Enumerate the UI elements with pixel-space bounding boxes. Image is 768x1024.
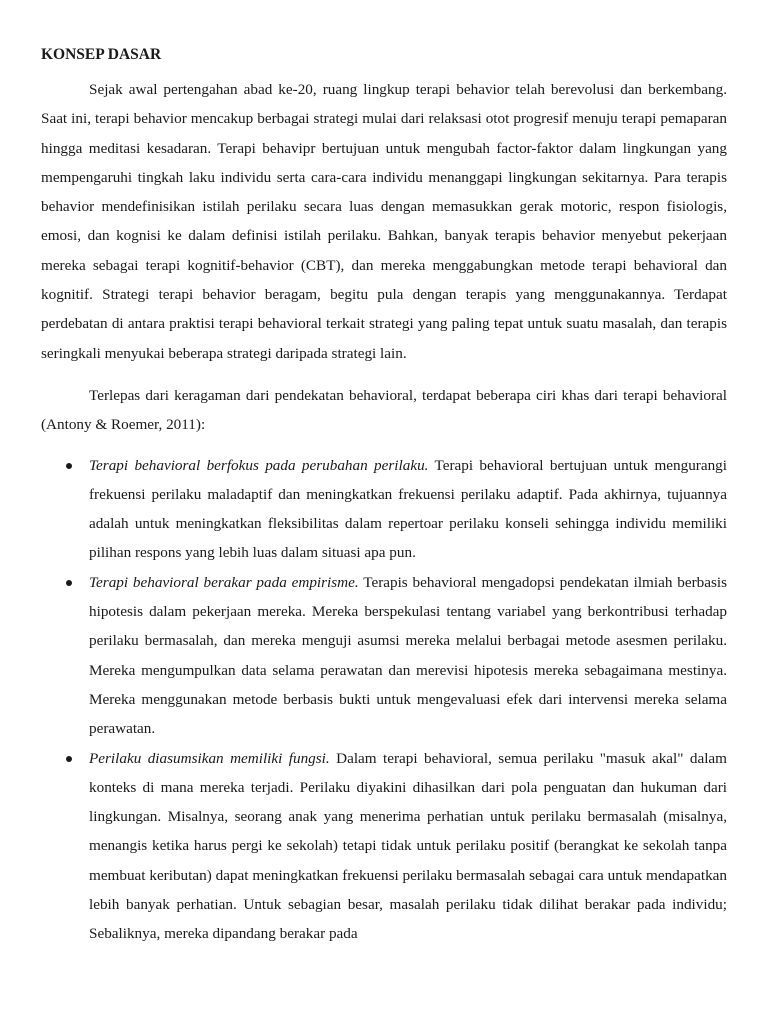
section-heading: KONSEP DASAR bbox=[41, 46, 162, 63]
list-item bbox=[89, 451, 727, 568]
list-item-lead: Perilaku diasumsikan memiliki fungsi. bbox=[89, 749, 330, 767]
list-item bbox=[89, 744, 727, 949]
bullet-icon bbox=[66, 463, 72, 469]
paragraph-intro: Sejak awal pertengahan abad ke-20, ruang lingkup terapi behavior telah berevolusi dan berkembang. Saat ini, terapi behavior mencakup berbagai strategi mulai dari relaksasi otot progresif menuju terapi pemaparan hingga meditasi kesadaran. Terapi behavipr bertujuan untuk mengubah factor-faktor dalam lingkungan yang mempengaruhi tingkah laku individu serta cara-cara individu menanggapi lingkungan sekitarnya. Para terapis behavior mendefinisikan istilah perilaku secara luas dengan memasukkan gerak motoric, respon fisiologis, emosi, dan kognisi ke dalam definisi istilah perilaku. Bahkan, banyak terapis behavior menyebut pekerjaan mereka sebagai terapi kognitif-behavior (CBT), dan mereka menggabungkan metode terapi behavioral dan kognitif. Strategi terapi behavior beragam, begitu pula dengan terapis yang menggunakannya. Terdapat perdebatan di antara praktisi terapi behavioral terkait strategi yang paling tepat untuk suatu masalah, dan terapis seringkali menyukai beberapa strategi daripada strategi lain. bbox=[41, 81, 727, 362]
list-item bbox=[89, 568, 727, 744]
list-item-text: Dalam terapi behavioral, semua perilaku "masuk akal" dalam konteks di mana mereka terjadi. Perilaku diyakini dihasilkan dari pola penguatan dan hukuman dari lingkungan. Misalnya, seorang anak yang menerima perhatian untuk perilaku bermasalah (misalnya, menangis ketika harus pergi ke sekolah) tetapi tidak untuk perilaku positif (berangkat ke sekolah tanpa membuat keributan) dapat meningkatkan frekuensi perilaku bermasalah sebagai cara untuk mendapatkan lebih banyak perhatian. Untuk sebagian besar, masalah perilaku tidak dilihat berakar pada individu; Sebaliknya, mereka dipandang berakar pada bbox=[89, 749, 727, 943]
bullet-icon bbox=[66, 756, 72, 762]
list-item-text: Terapi behavioral bertujuan untuk mengurangi frekuensi perilaku maladaptif dan meningkatkan frekuensi perilaku adaptif. Pada akhirnya, tujuannya adalah untuk meningkatkan fleksibilitas dalam repertoar perilaku konseli sehingga individu memiliki pilihan respons yang lebih luas dalam situasi apa pun. bbox=[89, 456, 727, 562]
bullet-icon bbox=[66, 580, 72, 586]
list-item-lead: Terapi behavioral berfokus pada perubahan perilaku. bbox=[89, 456, 429, 474]
paragraph-characteristics: Terlepas dari keragaman dari pendekatan behavioral, terdapat beberapa ciri khas dari terapi behavioral (Antony & Roemer, 2011): bbox=[41, 386, 727, 434]
list-item-text: Terapis behavioral mengadopsi pendekatan ilmiah berbasis hipotesis dalam pekerjaan mereka. Mereka berspekulasi tentang variabel yang berkontribusi terhadap perilaku bermasalah, dan mereka menguji asumsi mereka melalui berbagai metode asesmen perilaku. Mereka mengumpulkan data selama perawatan dan merevisi hipotesis mereka sebagaimana mestinya. Mereka menggunakan metode berbasis bukti untuk mengevaluasi efek dari intervensi mereka selama perawatan. bbox=[89, 573, 728, 738]
list-item-lead: Terapi behavioral berakar pada empirisme. bbox=[89, 573, 359, 591]
characteristics-list bbox=[41, 451, 727, 949]
